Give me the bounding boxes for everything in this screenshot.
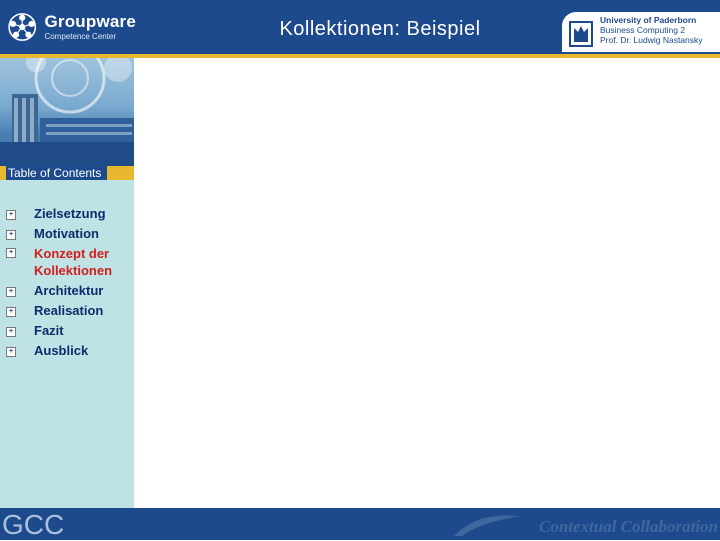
toc-item-zielsetzung[interactable] [0, 204, 134, 224]
toc-item-label: Ausblick [34, 343, 89, 358]
footer-bar [0, 508, 720, 540]
logo-text [44, 13, 136, 41]
page-title: Kollektionen: Beispiel [279, 18, 481, 40]
university-logo [562, 12, 720, 52]
toc-bullet-icon: + [6, 347, 16, 357]
swoosh-icon [452, 512, 522, 538]
university-professor: Prof. Dr. Ludwig Nastansky [600, 35, 703, 45]
campus-photo-image [0, 58, 134, 166]
toc-item-motivation[interactable] [0, 224, 134, 244]
sidebar [0, 58, 134, 508]
logo-title: Groupware [44, 12, 136, 31]
toc-item-label: Konzept der Kollektionen [34, 246, 113, 278]
toc-bullet-icon: + [6, 210, 16, 220]
toc-item-ausblick[interactable] [0, 341, 134, 361]
toc-list [0, 204, 134, 361]
toc-item-label: Motivation [34, 226, 99, 241]
toc-bullet-icon: + [6, 307, 16, 317]
toc-bullet-icon: + [6, 230, 16, 240]
footer-logo: GCC [2, 509, 65, 540]
toc-title: Table of Contents [6, 166, 107, 180]
toc-item-label: Realisation [34, 303, 104, 318]
toc-item-label: Architektur [34, 283, 104, 298]
toc-item-fazit[interactable] [0, 321, 134, 341]
university-emblem-icon [568, 18, 594, 48]
university-department: Business Computing 2 [600, 25, 686, 35]
logo-subtitle: Competence Center [44, 32, 117, 41]
university-text [600, 15, 703, 45]
toc-bullet-icon: + [6, 287, 16, 297]
groupware-logo-icon [6, 7, 38, 47]
toc-bullet-icon: + [6, 248, 16, 258]
toc-bullet-icon: + [6, 327, 16, 337]
toc-item-label: Zielsetzung [34, 206, 106, 221]
university-name: University of Paderborn [600, 15, 697, 25]
footer-motto: Contextual Collaboration [538, 517, 718, 536]
header-bar [0, 0, 720, 54]
toc-item-realisation[interactable] [0, 301, 134, 321]
sidebar-photo [0, 58, 134, 166]
toc-header-bar [0, 166, 134, 180]
groupware-logo [6, 6, 136, 48]
toc-item-architektur[interactable] [0, 281, 134, 301]
toc-item-konzept-der-kollektionen[interactable] [0, 244, 134, 281]
toc-item-label: Fazit [34, 323, 64, 338]
